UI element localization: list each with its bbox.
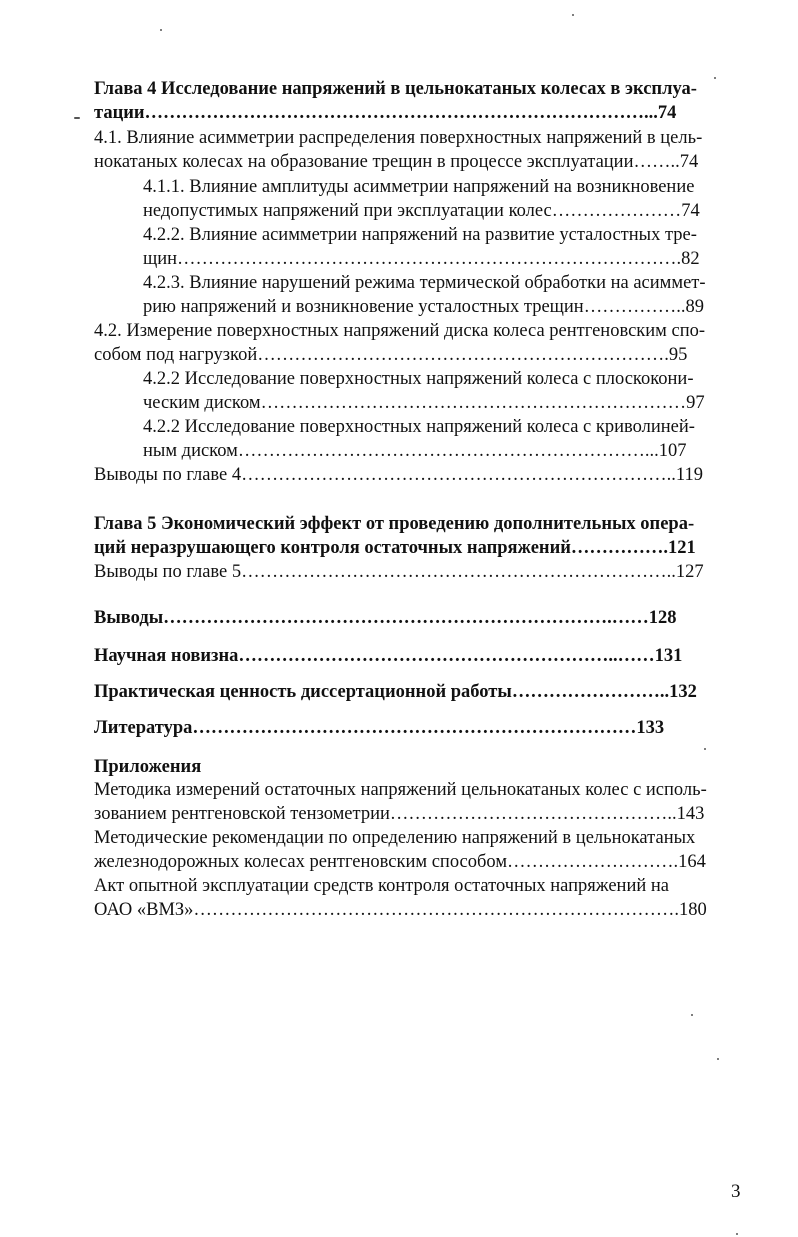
conclusions-entry: Выводы……………………………………………………………….……128 (94, 608, 677, 628)
scan-speck (74, 117, 80, 119)
section-4-2-2b-line-1: 4.2.2 Исследование поверхностных напряжений колеса с плоскокони- (143, 369, 694, 389)
literature-entry: Литература………………………………………………………………133 (94, 718, 665, 738)
appendix-2-line-1: Методические рекомендации по определению напряжений в цельнокатаных (94, 828, 696, 848)
section-4-1-line-1: 4.1. Влияние асимметрии распределения поверхностных напряжений в цель- (94, 128, 703, 148)
section-4-2-3-line-1: 4.2.3. Влияние нарушений режима термической обработки на асиммет- (143, 273, 706, 293)
chapter-5-conclusions: Выводы по главе 5……………………………………………………………..127 (94, 562, 704, 582)
appendix-1-line-1: Методика измерений остаточных напряжений цельнокатаных колес с исполь- (94, 780, 707, 800)
scan-speck (572, 14, 574, 16)
appendix-3-line-2: ОАО «ВМЗ»…………………………………………………………………….180 (94, 900, 707, 920)
scan-speck (691, 1014, 693, 1016)
appendix-title: Приложения (94, 757, 202, 777)
section-4-2-2b-line-2: ческим диском……………………………………………………………97 (143, 393, 705, 413)
practical-value-entry: Практическая ценность диссертационной работы……………………..132 (94, 682, 697, 702)
section-4-2-3-line-2: рию напряжений и возникновение усталостных трещин……………..89 (143, 297, 704, 317)
section-4-2-2a-line-1: 4.2.2. Влияние асимметрии напряжений на развитие усталостных тре- (143, 225, 697, 245)
section-4-2-2c-line-2: ным диском…………………………………………………………...107 (143, 441, 687, 461)
scan-speck (704, 748, 706, 750)
appendix-2-line-2: железнодорожных колесах рентгеновским способом……………………….164 (94, 852, 706, 872)
section-4-1-1-line-2: недопустимых напряжений при эксплуатации колес…………………74 (143, 201, 700, 221)
scan-speck (160, 29, 162, 31)
scan-speck (717, 1058, 719, 1060)
chapter-4-conclusions: Выводы по главе 4……………………………………………………………..119 (94, 465, 703, 485)
chapter-5-title-line-2: ций неразрушающего контроля остаточных напряжений…………….121 (94, 538, 696, 558)
scan-speck (714, 77, 716, 79)
novelty-entry: Научная новизна……………………………………………………..……131 (94, 646, 683, 666)
page-number: 3 (731, 1181, 741, 1202)
appendix-1-line-2: зованием рентгеновской тензометрии………………………………………..143 (94, 804, 705, 824)
appendix-3-line-1: Акт опытной эксплуатации средств контроля остаточных напряжений на (94, 876, 669, 896)
section-4-2-line-1: 4.2. Измерение поверхностных напряжений диска колеса рентгеновским спо- (94, 321, 706, 341)
chapter-5-title-line-1: Глава 5 Экономический эффект от проведению дополнительных опера- (94, 514, 695, 534)
section-4-2-2a-line-2: щин……………………………………………………………………….82 (143, 249, 700, 269)
section-4-2-2c-line-1: 4.2.2 Исследование поверхностных напряжений колеса с криволиней- (143, 417, 695, 437)
section-4-1-1-line-1: 4.1.1. Влияние амплитуды асимметрии напряжений на возникновение (143, 177, 695, 197)
chapter-4-title-line-1: Глава 4 Исследование напряжений в цельнокатаных колесах в эксплуа- (94, 79, 697, 99)
chapter-4-title-line-2: тации………………………………………………………………………...74 (94, 103, 677, 123)
section-4-2-line-2: собом под нагрузкой………………………………………………………….95 (94, 345, 688, 365)
scan-speck (736, 1233, 738, 1235)
section-4-1-line-2: нокатаных колесах на образование трещин в процессе эксплуатации……..74 (94, 152, 699, 172)
